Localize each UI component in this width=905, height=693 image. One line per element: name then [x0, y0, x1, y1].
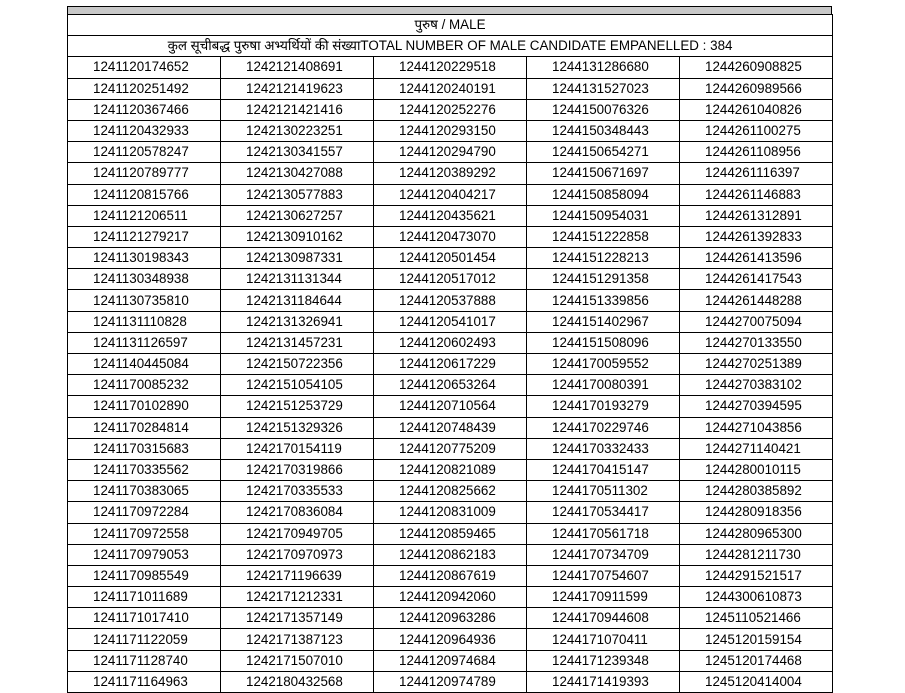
- roll-number-cell: 1244271140421: [680, 438, 833, 459]
- roll-number-cell: 1242130427088: [221, 163, 374, 184]
- document-page: [67, 6, 832, 693]
- roll-number-cell: 1241170315683: [68, 438, 221, 459]
- roll-number-cell: 1241170383065: [68, 481, 221, 502]
- table-row: [68, 269, 833, 290]
- table-row: [68, 354, 833, 375]
- roll-number-cell: 1241120367466: [68, 99, 221, 120]
- roll-number-cell: 1244120859465: [374, 523, 527, 544]
- roll-number-cell: 1242130910162: [221, 226, 374, 247]
- roll-number-cell: 1244151291358: [527, 269, 680, 290]
- roll-number-cell: 1244150671697: [527, 163, 680, 184]
- roll-number-cell: 1244170561718: [527, 523, 680, 544]
- roll-number-cell: 1242121408691: [221, 57, 374, 78]
- roll-number-cell: 1244120825662: [374, 481, 527, 502]
- roll-number-cell: 1242130987331: [221, 248, 374, 269]
- roll-number-cell: 1244170511302: [527, 481, 680, 502]
- roll-number-cell: 1244151228213: [527, 248, 680, 269]
- roll-number-cell: 1244261413596: [680, 248, 833, 269]
- table-row: [68, 502, 833, 523]
- roll-number-cell: 1244120537888: [374, 290, 527, 311]
- roll-number-cell: 1244280965300: [680, 523, 833, 544]
- roll-number-cell: 1242151054105: [221, 375, 374, 396]
- roll-number-cell: 1241170102890: [68, 396, 221, 417]
- roll-number-cell: 1244150858094: [527, 184, 680, 205]
- roll-number-cell: 1244120473070: [374, 226, 527, 247]
- table-row: [68, 671, 833, 692]
- table-row: [68, 375, 833, 396]
- roll-number-cell: 1244270394595: [680, 396, 833, 417]
- roll-number-cell: 1244120974789: [374, 671, 527, 692]
- roll-number-cell: 1244150348443: [527, 120, 680, 141]
- roll-number-cell: 1244120389292: [374, 163, 527, 184]
- table-row: [68, 629, 833, 650]
- roll-number-cell: 1242170949705: [221, 523, 374, 544]
- roll-number-cell: 1242171357149: [221, 608, 374, 629]
- roll-number-cell: 1244170059552: [527, 354, 680, 375]
- roll-number-cell: 1244120617229: [374, 354, 527, 375]
- table-row: [68, 523, 833, 544]
- roll-number-cell: 1242131457231: [221, 332, 374, 353]
- roll-number-cell: 1245120414004: [680, 671, 833, 692]
- table-row: [68, 459, 833, 480]
- table-row: [68, 417, 833, 438]
- roll-number-cell: 1242121421416: [221, 99, 374, 120]
- roll-number-cell: 1241171128740: [68, 650, 221, 671]
- roll-number-cell: 1241170284814: [68, 417, 221, 438]
- roll-number-cell: 1244260989566: [680, 78, 833, 99]
- header-shading-bar: [67, 6, 832, 14]
- roll-number-cell: 1241120578247: [68, 142, 221, 163]
- roll-number-cell: 1244270133550: [680, 332, 833, 353]
- candidate-table-body: [68, 15, 833, 693]
- roll-number-cell: 1244261040826: [680, 99, 833, 120]
- roll-number-cell: 1242150722356: [221, 354, 374, 375]
- roll-number-cell: 1241171011689: [68, 587, 221, 608]
- table-row: [68, 565, 833, 586]
- roll-number-cell: 1241120815766: [68, 184, 221, 205]
- roll-number-cell: 1241120174652: [68, 57, 221, 78]
- roll-number-cell: 1244171070411: [527, 629, 680, 650]
- table-row: [68, 650, 833, 671]
- table-row: [68, 184, 833, 205]
- roll-number-cell: 1241170985549: [68, 565, 221, 586]
- roll-number-cell: 1244120435621: [374, 205, 527, 226]
- roll-number-cell: 1242151329326: [221, 417, 374, 438]
- roll-number-cell: 1241120789777: [68, 163, 221, 184]
- roll-number-cell: 1244171239348: [527, 650, 680, 671]
- table-row: [68, 142, 833, 163]
- table-row: [68, 248, 833, 269]
- roll-number-cell: 1244151339856: [527, 290, 680, 311]
- roll-number-cell: 1241170979053: [68, 544, 221, 565]
- roll-number-cell: 1244261108956: [680, 142, 833, 163]
- roll-number-cell: 1244261100275: [680, 120, 833, 141]
- roll-number-cell: 1242170836084: [221, 502, 374, 523]
- roll-number-cell: 1241120251492: [68, 78, 221, 99]
- roll-number-cell: 1244261392833: [680, 226, 833, 247]
- roll-number-cell: 1241171017410: [68, 608, 221, 629]
- roll-number-cell: 1244260908825: [680, 57, 833, 78]
- table-row: [68, 57, 833, 78]
- roll-number-cell: 1241170335562: [68, 459, 221, 480]
- roll-number-cell: 1244300610873: [680, 587, 833, 608]
- roll-number-cell: 1242170154119: [221, 438, 374, 459]
- roll-number-cell: 1241131126597: [68, 332, 221, 353]
- roll-number-cell: 1244170734709: [527, 544, 680, 565]
- roll-number-cell: 1242131326941: [221, 311, 374, 332]
- roll-number-cell: 1244261116397: [680, 163, 833, 184]
- candidate-table: [67, 14, 833, 693]
- roll-number-cell: 1244120602493: [374, 332, 527, 353]
- roll-number-cell: 1242130577883: [221, 184, 374, 205]
- table-row: [68, 163, 833, 184]
- roll-number-cell: 1244151508096: [527, 332, 680, 353]
- roll-number-cell: 1241121206511: [68, 205, 221, 226]
- roll-number-cell: 1244120942060: [374, 587, 527, 608]
- roll-number-cell: 1244120862183: [374, 544, 527, 565]
- roll-number-cell: 1241170972284: [68, 502, 221, 523]
- gender-heading-row: [68, 15, 833, 36]
- roll-number-cell: 1244170415147: [527, 459, 680, 480]
- roll-number-cell: 1244120501454: [374, 248, 527, 269]
- roll-number-cell: 1244120229518: [374, 57, 527, 78]
- table-row: [68, 587, 833, 608]
- roll-number-cell: 1244120252276: [374, 99, 527, 120]
- roll-number-cell: 1242130223251: [221, 120, 374, 141]
- roll-number-cell: 1242121419623: [221, 78, 374, 99]
- roll-number-cell: 1244170229746: [527, 417, 680, 438]
- roll-number-cell: 1242131131344: [221, 269, 374, 290]
- table-row: [68, 332, 833, 353]
- gender-heading: पुरुष / MALE: [68, 15, 833, 36]
- roll-number-cell: 1242130627257: [221, 205, 374, 226]
- roll-number-cell: 1244270075094: [680, 311, 833, 332]
- roll-number-cell: 1242151253729: [221, 396, 374, 417]
- roll-number-cell: 1244120748439: [374, 417, 527, 438]
- roll-number-cell: 1244171419393: [527, 671, 680, 692]
- roll-number-cell: 1244280918356: [680, 502, 833, 523]
- table-row: [68, 290, 833, 311]
- roll-number-cell: 1244281211730: [680, 544, 833, 565]
- roll-number-cell: 1244131527023: [527, 78, 680, 99]
- roll-number-cell: 1244120963286: [374, 608, 527, 629]
- roll-number-cell: 1244280010115: [680, 459, 833, 480]
- roll-number-cell: 1242131184644: [221, 290, 374, 311]
- total-heading-english: TOTAL NUMBER OF MALE CANDIDATE EMPANELLED : 384: [360, 38, 733, 54]
- roll-number-cell: 1245120159154: [680, 629, 833, 650]
- roll-number-cell: 1242171212331: [221, 587, 374, 608]
- table-row: [68, 78, 833, 99]
- roll-number-cell: 1244120964936: [374, 629, 527, 650]
- roll-number-cell: 1244170944608: [527, 608, 680, 629]
- roll-number-cell: 1244170080391: [527, 375, 680, 396]
- table-row: [68, 120, 833, 141]
- roll-number-cell: 1244291521517: [680, 565, 833, 586]
- roll-number-cell: 1241171122059: [68, 629, 221, 650]
- table-row: [68, 99, 833, 120]
- roll-number-cell: 1244261448288: [680, 290, 833, 311]
- roll-number-cell: 1244120831009: [374, 502, 527, 523]
- roll-number-cell: 1242171387123: [221, 629, 374, 650]
- roll-number-cell: 1244270383102: [680, 375, 833, 396]
- roll-number-cell: 1244120240191: [374, 78, 527, 99]
- table-row: [68, 481, 833, 502]
- total-heading: [68, 36, 833, 57]
- roll-number-cell: 1245120174468: [680, 650, 833, 671]
- roll-number-cell: 1242170970973: [221, 544, 374, 565]
- roll-number-cell: 1241140445084: [68, 354, 221, 375]
- roll-number-cell: 1242130341557: [221, 142, 374, 163]
- roll-number-cell: 1241121279217: [68, 226, 221, 247]
- table-row: [68, 205, 833, 226]
- roll-number-cell: 1244280385892: [680, 481, 833, 502]
- roll-number-cell: 1242170319866: [221, 459, 374, 480]
- roll-number-cell: 1244120867619: [374, 565, 527, 586]
- roll-number-cell: 1244170534417: [527, 502, 680, 523]
- total-heading-hindi: कुल सूचीबद्ध पुरुषा अभ्यर्थियों की संख्या: [167, 38, 361, 54]
- roll-number-cell: 1244120710564: [374, 396, 527, 417]
- roll-number-cell: 1244170911599: [527, 587, 680, 608]
- roll-number-cell: 1244131286680: [527, 57, 680, 78]
- roll-number-cell: 1244261312891: [680, 205, 833, 226]
- roll-number-cell: 1244150076326: [527, 99, 680, 120]
- roll-number-cell: 1241130348938: [68, 269, 221, 290]
- roll-number-cell: 1244120517012: [374, 269, 527, 290]
- roll-number-cell: 1241120432933: [68, 120, 221, 141]
- roll-number-cell: 1244120974684: [374, 650, 527, 671]
- roll-number-cell: 1241130198343: [68, 248, 221, 269]
- roll-number-cell: 1242171196639: [221, 565, 374, 586]
- table-row: [68, 608, 833, 629]
- roll-number-cell: 1242170335533: [221, 481, 374, 502]
- roll-number-cell: 1244170193279: [527, 396, 680, 417]
- table-row: [68, 544, 833, 565]
- roll-number-cell: 1241170972558: [68, 523, 221, 544]
- roll-number-cell: 1244150954031: [527, 205, 680, 226]
- roll-number-cell: 1244261417543: [680, 269, 833, 290]
- table-row: [68, 226, 833, 247]
- roll-number-cell: 1241171164963: [68, 671, 221, 692]
- roll-number-cell: 1244170754607: [527, 565, 680, 586]
- roll-number-cell: 1244150654271: [527, 142, 680, 163]
- roll-number-cell: 1244120821089: [374, 459, 527, 480]
- roll-number-cell: 1241130735810: [68, 290, 221, 311]
- roll-number-cell: 1244120653264: [374, 375, 527, 396]
- roll-number-cell: 1245110521466: [680, 608, 833, 629]
- roll-number-cell: 1244120293150: [374, 120, 527, 141]
- roll-number-cell: 1244151222858: [527, 226, 680, 247]
- roll-number-cell: 1244271043856: [680, 417, 833, 438]
- table-row: [68, 396, 833, 417]
- roll-number-cell: 1244120541017: [374, 311, 527, 332]
- roll-number-cell: 1244170332433: [527, 438, 680, 459]
- total-heading-row: [68, 36, 833, 57]
- roll-number-cell: 1244120294790: [374, 142, 527, 163]
- roll-number-cell: 1241131110828: [68, 311, 221, 332]
- roll-number-cell: 1244120404217: [374, 184, 527, 205]
- roll-number-cell: 1242171507010: [221, 650, 374, 671]
- roll-number-cell: 1241170085232: [68, 375, 221, 396]
- roll-number-cell: 1244270251389: [680, 354, 833, 375]
- table-row: [68, 311, 833, 332]
- roll-number-cell: 1244151402967: [527, 311, 680, 332]
- roll-number-cell: 1244120775209: [374, 438, 527, 459]
- roll-number-cell: 1244261146883: [680, 184, 833, 205]
- table-row: [68, 438, 833, 459]
- roll-number-cell: 1242180432568: [221, 671, 374, 692]
